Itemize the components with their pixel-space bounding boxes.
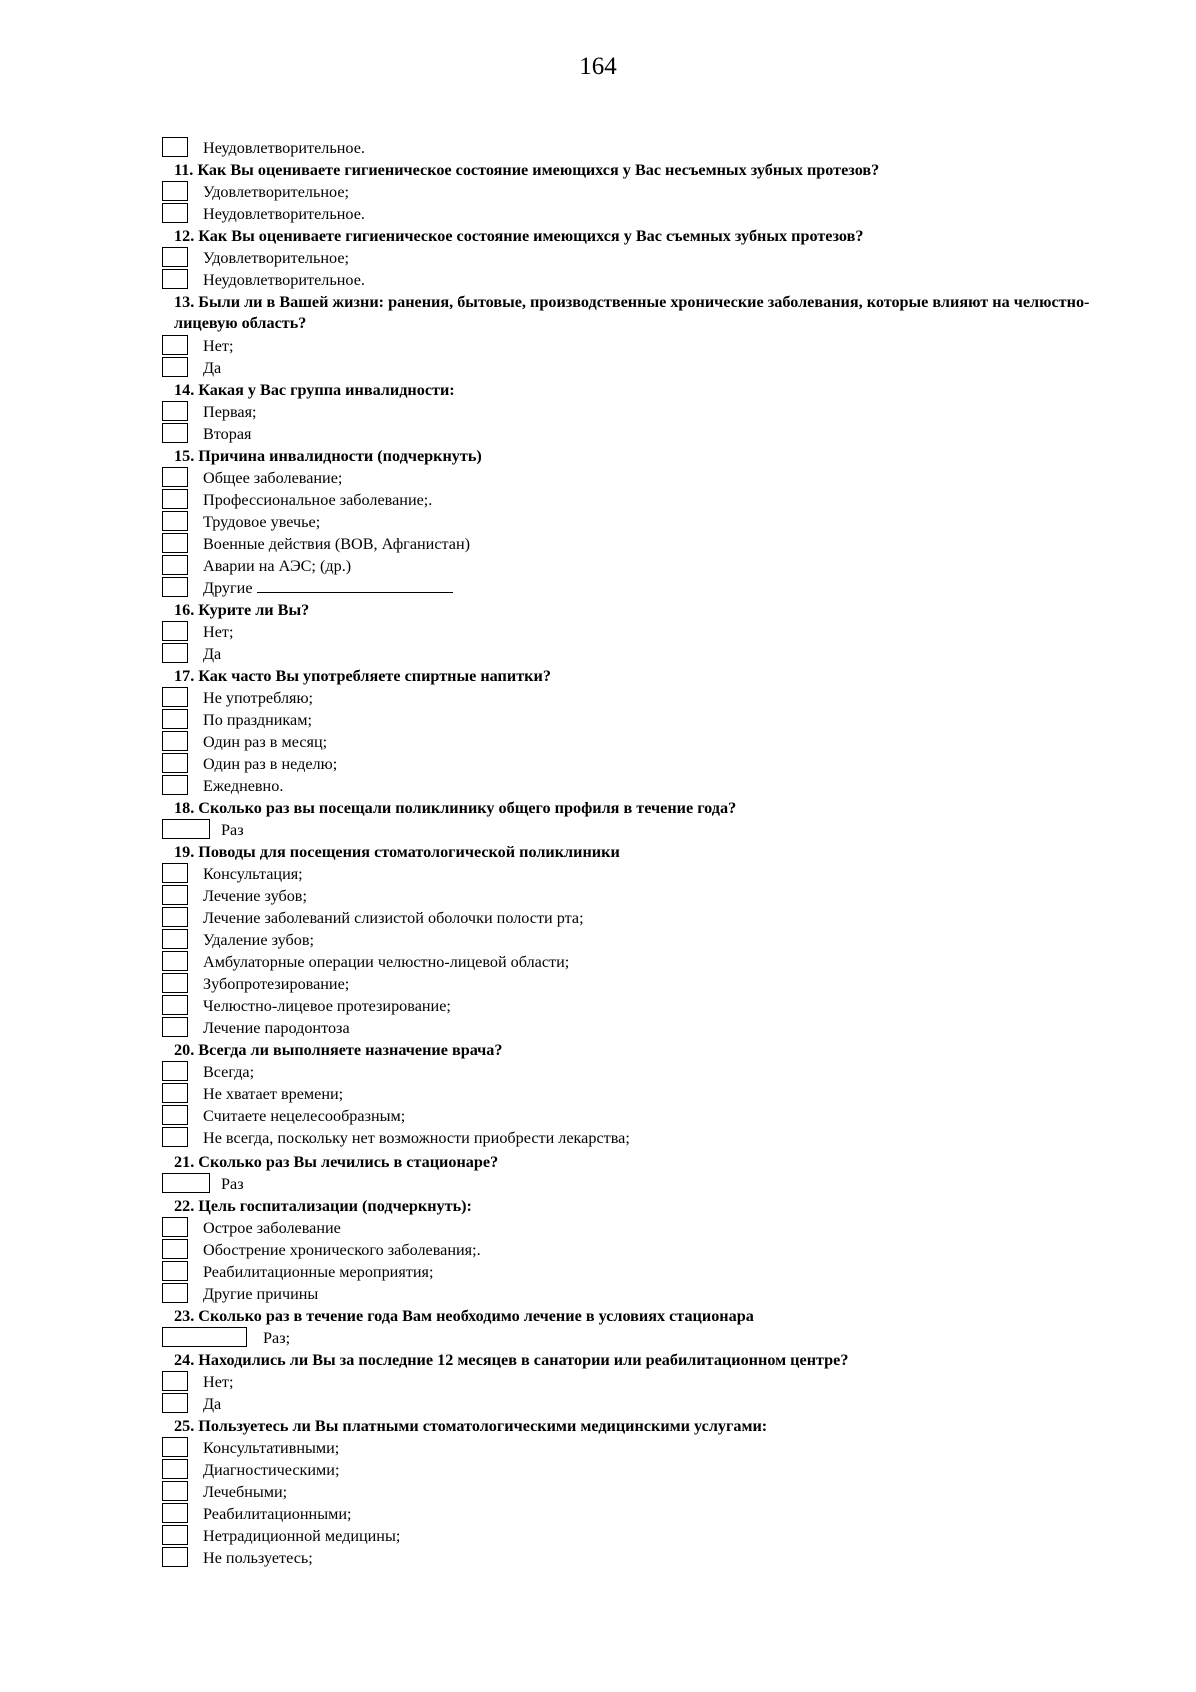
option-label: Не всегда, поскольку нет возможности приобрести лекарства; [203, 1129, 630, 1147]
checkbox[interactable] [162, 753, 188, 773]
question-15: 15. Причина инвалидности (подчеркнуть) [174, 447, 482, 465]
question-25: 25. Пользуетесь ли Вы платными стоматологическими медицинскими услугами: [174, 1417, 768, 1435]
checkbox[interactable] [162, 401, 188, 421]
checkbox[interactable] [162, 1393, 188, 1413]
option-label: Вторая [203, 425, 252, 443]
option-label: Не употребляю; [203, 689, 314, 707]
checkbox[interactable] [162, 1547, 188, 1567]
checkbox[interactable] [162, 929, 188, 949]
checkbox[interactable] [162, 1061, 188, 1081]
checkbox[interactable] [162, 709, 188, 729]
checkbox[interactable] [162, 643, 188, 663]
question-19: 19. Поводы для посещения стоматологической поликлиники [174, 843, 620, 861]
option-label: Нет; [203, 623, 234, 641]
option-label: Считаете нецелесообразным; [203, 1107, 406, 1125]
option-label: Да [203, 1395, 222, 1413]
question-11: 11. Как Вы оцениваете гигиеническое состояние имеющихся у Вас несъемных зубных протезов? [174, 161, 880, 179]
checkbox[interactable] [162, 577, 188, 597]
option-label: Да [203, 359, 222, 377]
checkbox[interactable] [162, 335, 188, 355]
option-label: Неудовлетворительное. [203, 271, 365, 289]
checkbox[interactable] [162, 555, 188, 575]
checkbox[interactable] [162, 1127, 188, 1147]
option-label: Один раз в месяц; [203, 733, 328, 751]
checkbox[interactable] [162, 621, 188, 641]
checkbox[interactable] [162, 1239, 188, 1259]
option-label: Всегда; [203, 1063, 255, 1081]
checkbox[interactable] [162, 885, 188, 905]
option-label: Неудовлетворительное. [203, 205, 365, 223]
option-label: Другие [203, 578, 453, 599]
checkbox[interactable] [162, 1105, 188, 1125]
question-16: 16. Курите ли Вы? [174, 601, 310, 619]
option-label: Раз; [263, 1329, 291, 1347]
option-label: Раз [221, 1175, 244, 1193]
option-label: Лечение зубов; [203, 887, 307, 905]
option-label: Нетрадиционной медицины; [203, 1527, 401, 1545]
checkbox[interactable] [162, 1283, 188, 1303]
option-label: Трудовое увечье; [203, 513, 321, 531]
checkbox[interactable] [162, 1459, 188, 1479]
option-label: Лечение заболеваний слизистой оболочки полости рта; [203, 909, 584, 927]
option-label: Да [203, 645, 222, 663]
page-number: 164 [579, 53, 617, 80]
count-input-box[interactable] [162, 1327, 247, 1347]
question-23: 23. Сколько раз в течение года Вам необходимо лечение в условиях стационара [174, 1307, 754, 1325]
question-13: 13. Были ли в Вашей жизни: ранения, бытовые, производственные хронические заболевания, которые влияют на челюстно-лицевую область? [174, 293, 1090, 332]
checkbox[interactable] [162, 1083, 188, 1103]
option-label: Челюстно-лицевое протезирование; [203, 997, 451, 1015]
checkbox[interactable] [162, 1261, 188, 1281]
checkbox[interactable] [162, 247, 188, 267]
question-24: 24. Находились ли Вы за последние 12 месяцев в санатории или реабилитационном центре? [174, 1351, 849, 1369]
option-label: Ежедневно. [203, 777, 284, 795]
question-22: 22. Цель госпитализации (подчеркнуть): [174, 1197, 472, 1215]
checkbox[interactable] [162, 951, 188, 971]
option-label: По праздникам; [203, 711, 312, 729]
checkbox[interactable] [162, 1525, 188, 1545]
option-label: Лечение пародонтоза [203, 1019, 350, 1037]
count-input-box[interactable] [162, 819, 210, 839]
option-label: Не пользуетесь; [203, 1549, 313, 1567]
question-14: 14. Какая у Вас группа инвалидности: [174, 381, 455, 399]
option-label: Зубопротезирование; [203, 975, 350, 993]
option-label: Амбулаторные операции челюстно-лицевой области; [203, 953, 570, 971]
question-17: 17. Как часто Вы употребляете спиртные напитки? [174, 667, 551, 685]
checkbox[interactable] [162, 973, 188, 993]
checkbox[interactable] [162, 731, 188, 751]
option-label: Раз [221, 821, 244, 839]
option-label: Консультативными; [203, 1439, 340, 1457]
checkbox[interactable] [162, 907, 188, 927]
checkbox[interactable] [162, 357, 188, 377]
option-label: Общее заболевание; [203, 469, 343, 487]
checkbox[interactable] [162, 863, 188, 883]
option-label: Удаление зубов; [203, 931, 314, 949]
option-label: Консультация; [203, 865, 303, 883]
checkbox[interactable] [162, 423, 188, 443]
option-label: Диагностическими; [203, 1461, 340, 1479]
question-21: 21. Сколько раз Вы лечились в стационаре? [174, 1153, 499, 1171]
checkbox[interactable] [162, 1371, 188, 1391]
option-label: Реабилитационными; [203, 1505, 352, 1523]
checkbox[interactable] [162, 687, 188, 707]
checkbox[interactable] [162, 467, 188, 487]
checkbox[interactable] [162, 1481, 188, 1501]
option-label: Аварии на АЭС; (др.) [203, 557, 352, 575]
checkbox[interactable] [162, 489, 188, 509]
checkbox[interactable] [162, 181, 188, 201]
checkbox[interactable] [162, 203, 188, 223]
checkbox[interactable] [162, 1017, 188, 1037]
option-label: Лечебными; [203, 1483, 288, 1501]
checkbox[interactable] [162, 137, 188, 157]
fill-in-blank[interactable] [257, 578, 453, 593]
option-label: Профессиональное заболевание;. [203, 491, 433, 509]
option-label: Нет; [203, 337, 234, 355]
checkbox[interactable] [162, 511, 188, 531]
question-20: 20. Всегда ли выполняете назначение врача? [174, 1041, 503, 1059]
checkbox[interactable] [162, 775, 188, 795]
option-label: Удовлетворительное; [203, 183, 350, 201]
checkbox[interactable] [162, 1217, 188, 1237]
count-input-box[interactable] [162, 1173, 210, 1193]
option-label: Острое заболевание [203, 1219, 341, 1237]
option-label: Первая; [203, 403, 257, 421]
option-label: Другие причины [203, 1285, 319, 1303]
option-label: Неудовлетворительное. [203, 139, 365, 157]
checkbox[interactable] [162, 995, 188, 1015]
option-label: Нет; [203, 1373, 234, 1391]
checkbox[interactable] [162, 269, 188, 289]
checkbox[interactable] [162, 533, 188, 553]
question-12: 12. Как Вы оцениваете гигиеническое состояние имеющихся у Вас съемных зубных протезов? [174, 227, 864, 245]
option-label: Удовлетворительное; [203, 249, 350, 267]
question-18: 18. Сколько раз вы посещали поликлинику общего профиля в течение года? [174, 799, 737, 817]
checkbox[interactable] [162, 1437, 188, 1457]
checkbox[interactable] [162, 1503, 188, 1523]
option-label: Военные действия (ВОВ, Афганистан) [203, 535, 471, 553]
option-label: Один раз в неделю; [203, 755, 338, 773]
option-label: Реабилитационные мероприятия; [203, 1263, 434, 1281]
option-label: Не хватает времени; [203, 1085, 344, 1103]
option-label: Обострение хронического заболевания;. [203, 1241, 481, 1259]
